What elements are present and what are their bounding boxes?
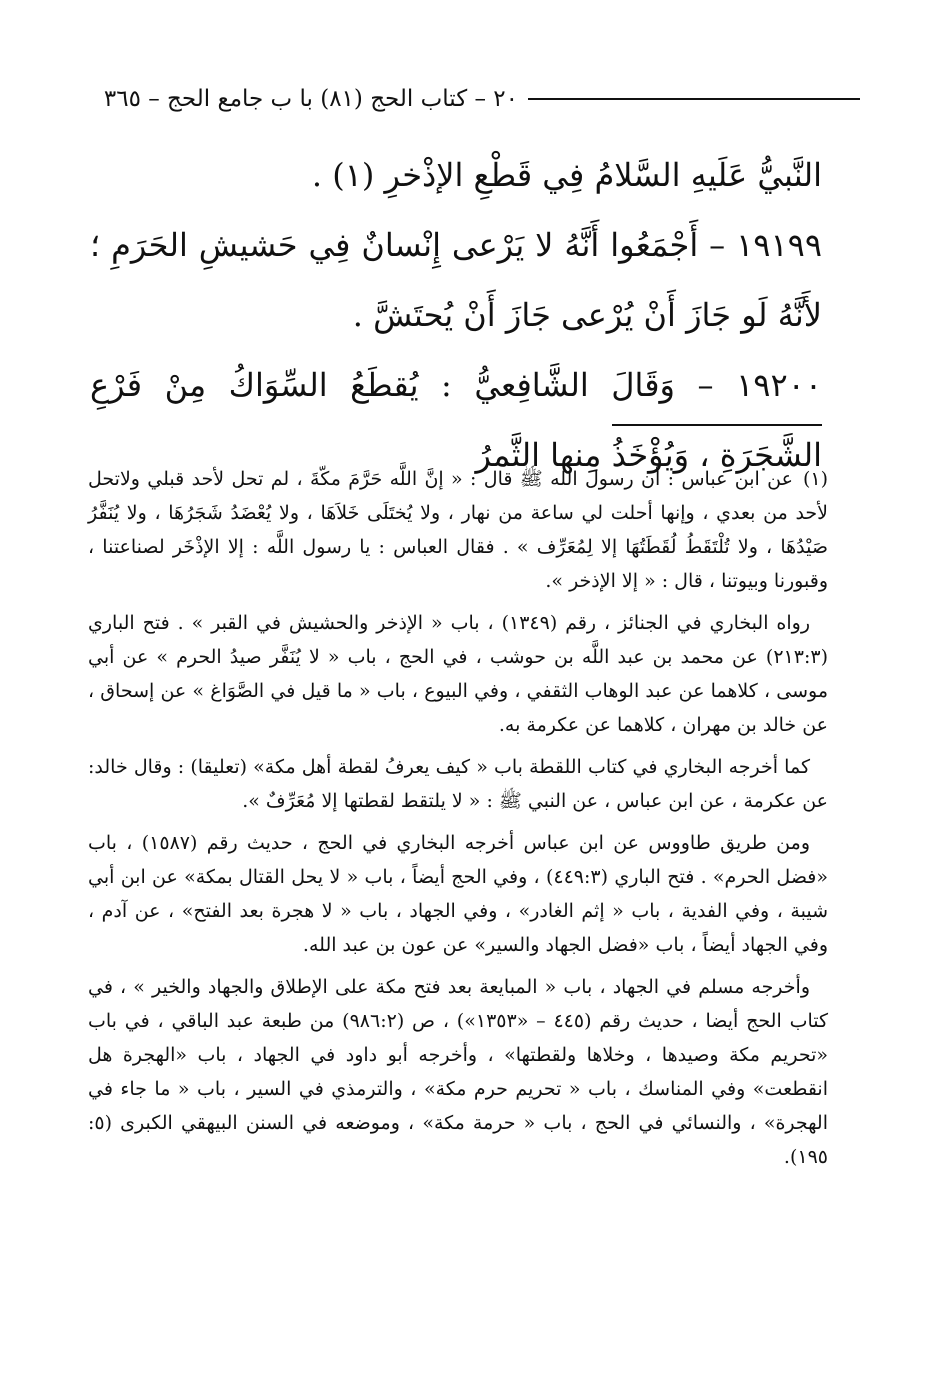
footnote-marker: (١) xyxy=(802,468,828,490)
header-rule xyxy=(528,98,860,100)
footnote-paragraph-4: ومن طريق طاووس عن ابن عباس أخرجه البخاري في الحج ، حديث رقم (١٥٨٧) ، باب «فضل الحرم» . فتح الباري (٤٤٩:٣) ، وفي الحج أيضاً ، باب « لا يحل القتال بمكة» عن ابن أبي شيبة ، وفي الفدية ، باب « إثم الغادر» ، وفي الجهاد ، باب « لا هجرة بعد الفتح» ، عن آدم ، وفي الجهاد أيضاً ، باب «فضل الجهاد والسير» عن عون بن عبد الله. xyxy=(88,832,828,956)
main-paragraph-1: النَّبيُّ عَلَيهِ السَّلامُ فِي قَطْعِ الإذْخرِ (١) . xyxy=(311,156,822,194)
footnote-separator xyxy=(612,424,822,426)
footnote-1 xyxy=(88,462,828,598)
footnotes xyxy=(88,462,828,1182)
footnote-1-text: عن ابن عباس : أن رسول الله ﷺ قال : « إنَّ اللَّه حَرَّمَ مكّةَ ، لم تحل لأحد قبلي ولاتحل لأحد من بعدي ، وإنها أحلت لي ساعة من نهار ، ولا يُختَلَى خَلاَهَا ، ولا يُعْضَدُ شَجَرُهَا ، ولا يُنَفَّرُ صَيْدُهَا ، ولا تُلْتَقَطُ لُقَطَتُهَا إلا لِمُعَرِّف » . فقال العباس : يا رسول اللَّه : إلا الإذْخَر لصناعتنا ، وقبورنا وبيوتنا ، قال : « إلا الإذخر ». xyxy=(88,468,828,592)
footnote-paragraph-3: كما أخرجه البخاري في كتاب اللقطة باب « كيف يعرفُ لقطة أهل مكة» (تعليقا) : وقال خالد: عن عكرمة ، عن ابن عباس ، عن النبي ﷺ : « لا يلتقط لقطتها إلا مُعَرِّفٌ ». xyxy=(88,756,828,812)
main-text xyxy=(90,140,822,490)
footnote-paragraph-2: رواه البخاري في الجنائز ، رقم (١٣٤٩) ، باب « الإذخر والحشيش في القبر » . فتح الباري (٢١٣:٣) عن محمد بن عبد اللَّه بن حوشب ، في الحج ، باب « لا يُنَفَّر صيدُ الحرم » عن أبي موسى ، كلاهما عن عبد الوهاب الثقفي ، وفي البيوع ، باب « ما قيل في الصَّوَاغ » عن إسحاق ، عن خالد بن مهران ، كلاهما عن عكرمة به. xyxy=(88,612,828,736)
footnote-paragraph-5: وأخرجه مسلم في الجهاد ، باب « المبايعة بعد فتح مكة على الإطلاق والجهاد والخير » ، في كتاب الحج أيضا ، حديث رقم (٤٤٥ – «١٣٥٣») ، ص (٩٨٦:٢) من طبعة عبد الباقي ، في باب «تحريم مكة وصيدها ، وخلاها ولقطتها» ، وأخرجه أبو داود في الجهاد ، باب «الهجرة هل انقطعت» وفي المناسك ، باب « تحريم حرم مكة» ، والترمذي في السير ، باب « ما جاء في الهجرة» ، والنسائي في الحج ، باب « حرمة مكة» ، وموضعه في السنن البيهقي الكبرى (٥: ١٩٥). xyxy=(88,976,829,1168)
main-paragraph-3: ١٩٢٠٠ – وَقَالَ الشَّافِعيُّ : يُقطَعُ السِّوَاكُ مِنْ فَرْعِ الشَّجَرَةِ ، وَيُؤْخَذُ مِنها الثَّمرُ xyxy=(90,366,822,474)
main-paragraph-2: ١٩١٩٩ – أَجْمَعُوا أَنَّهُ لا يَرْعى إِنْسانٌ فِي حَشيشِ الحَرَمِ ؛ لأَنَّهُ لَو جَازَ أَنْ يُرْعى جَازَ أَنْ يُحتَشَّ . xyxy=(90,226,822,334)
running-header xyxy=(90,82,860,122)
header-text: ٢٠ – كتاب الحج (٨١) با ب جامع الحج – ٣٦٥ xyxy=(103,86,518,112)
